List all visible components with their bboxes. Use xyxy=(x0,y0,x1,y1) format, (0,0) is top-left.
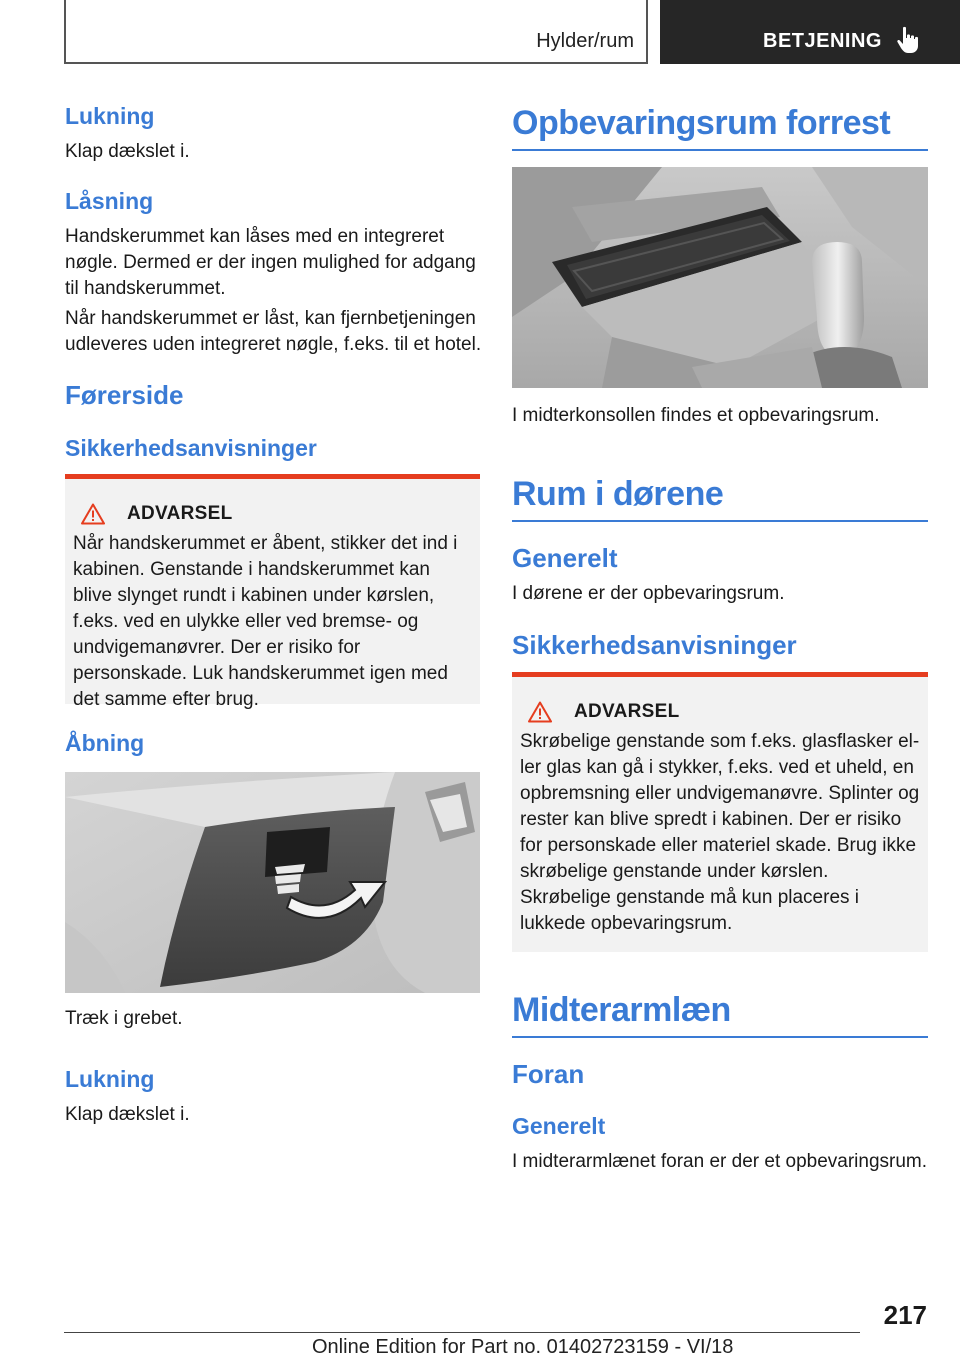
text-lukning: Klap dækslet i. xyxy=(65,141,190,162)
heading-opbevaringsrum: Opbevaringsrum forrest xyxy=(512,104,928,151)
footer-edition: Online Edition for Part no. 01402723159 - VI/18 xyxy=(312,1336,734,1358)
text-lukning-2: Klap dækslet i. xyxy=(65,1104,190,1125)
heading-sikkerhed-left: Sikkerhedsanvisninger xyxy=(65,435,317,461)
heading-laasning: Låsning xyxy=(65,188,154,214)
heading-rum-i-dorene: Rum i dørene xyxy=(512,475,928,522)
glovebox-photo xyxy=(65,772,480,993)
warning-triangle-icon xyxy=(81,503,105,525)
heading-aabning: Åbning xyxy=(65,730,145,756)
heading-generelt-1: Generelt xyxy=(512,543,618,573)
text-generelt-1: I dørene er der opbevaringsrum. xyxy=(512,583,785,604)
heading-forerside: Førerside xyxy=(65,380,184,410)
warning-text-right: Skrøbelige genstande som f.eks. glasflasker eller glas kan gå i stykker, f.eks. ved et uheld, en opbremsning eller undvigemanøvre. Splinter og rester kan blive spredt i kabinen. Der er risiko for personskade eller materiel skade. Brug ikke skrøbelige genstande under kørslen. Skrøbelige genstande må kun placeres i lukkede opbevaringsrum. xyxy=(520,731,920,934)
heading-foran: Foran xyxy=(512,1059,585,1089)
warning-title-left: ADVARSEL xyxy=(127,503,233,524)
text-laasning-2: Når handskerummet er låst, kan fjernbetjeningen udleveres uden integreret nøgle, f.eks. til et hotel. xyxy=(65,308,482,355)
warning-box-left xyxy=(65,474,480,710)
warning-box-right xyxy=(512,672,928,952)
heading-midterarmlaen: Midterarmlæn xyxy=(512,991,928,1038)
header-section-title: Hylder/rum xyxy=(536,30,634,52)
warning-triangle-icon xyxy=(528,701,552,723)
heading-lukning-2: Lukning xyxy=(65,1066,155,1092)
heading-lukning: Lukning xyxy=(65,103,155,129)
heading-generelt-2: Generelt xyxy=(512,1113,606,1139)
warning-title-right: ADVARSEL xyxy=(574,701,680,722)
hand-pointer-icon xyxy=(896,26,922,54)
text-laasning-1: Handskerummet kan låses med en integreret nøgle. Dermed er der ingen mulighed for adgang til handskerummet. xyxy=(65,226,476,299)
caption-aabning: Træk i grebet. xyxy=(65,1008,183,1029)
console-photo xyxy=(512,167,928,388)
page-number: 217 xyxy=(883,1300,927,1330)
header-chapter-label: BETJENING xyxy=(763,30,882,52)
footer-rule xyxy=(64,1332,860,1333)
heading-sikkerhed-right: Sikkerhedsanvisninger xyxy=(512,630,797,660)
warning-text-left: Når handskerummet er åbent, stikker det ind i kabinen. Genstande i handskerummet kan blive slynget rundt i kabinen under kørslen, f.eks. ved en ulykke eller ved bremse- og undvigemanøvrer. Der er risiko for personskade. Luk handskerummet igen med det samme efter brug. xyxy=(73,533,458,710)
header-chapter-tab xyxy=(660,0,960,64)
caption-opbevaring: I midterkonsollen findes et opbevaringsrum. xyxy=(512,405,880,426)
text-generelt-2: I midterarmlænet foran er der et opbevaringsrum. xyxy=(512,1151,928,1172)
